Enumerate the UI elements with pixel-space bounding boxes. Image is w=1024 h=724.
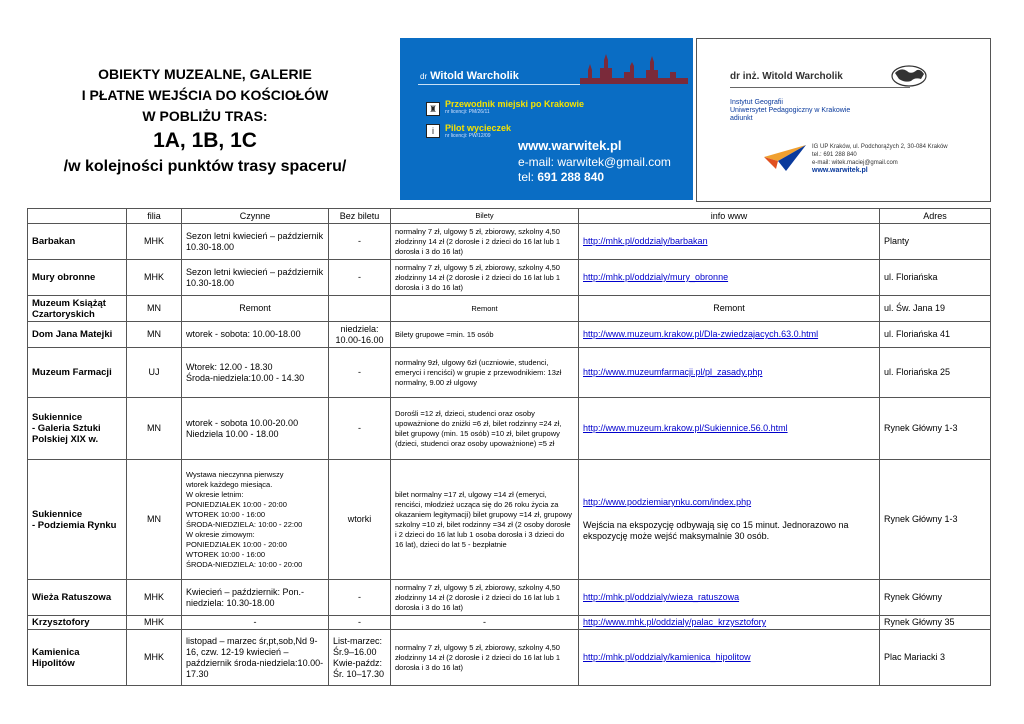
row-bez-biletu: -	[329, 260, 391, 296]
guide-badge-icon: ♜	[426, 102, 440, 116]
row-filia: MHK	[127, 630, 182, 686]
row-bez-biletu	[329, 296, 391, 322]
row-adres: Rynek Główny	[880, 580, 991, 616]
row-adres: Rynek Główny 35	[880, 616, 991, 630]
row-bez-biletu: -	[329, 348, 391, 398]
row-name: Barbakan	[28, 224, 127, 260]
row-bez-biletu: List-marzec: Śr.9–16.00 Kwie-paźdz: Śr. 10–17.30	[329, 630, 391, 686]
table-header-row	[28, 209, 991, 224]
row-czynne: Kwiecień – październik: Pon.-niedziela: 10.30-18.00	[182, 580, 329, 616]
row-bilety: Bilety grupowe =min. 15 osób	[391, 322, 579, 348]
row-name: Mury obronne	[28, 260, 127, 296]
guide-role-city: Przewodnik miejski po Krakowie nr licencji: PM/26/11	[445, 99, 585, 115]
row-czynne	[182, 348, 329, 398]
row-bilety: normalny 9zł, ulgowy 6zł (uczniowie, studenci, emeryci i renciści) w grupie z przewodnikiem: 13zł normalny, 9.00 zł ulgowy	[391, 348, 579, 398]
row-filia: MHK	[127, 260, 182, 296]
table-row	[28, 348, 991, 398]
pilot-badge-icon: i	[426, 124, 440, 138]
document-title	[50, 64, 360, 179]
title-line-1: OBIEKTY MUZEALNE, GALERIE	[98, 66, 312, 82]
row-name: Kamienica Hipolitów	[28, 630, 127, 686]
guide-phone: tel: 691 288 840	[518, 170, 605, 184]
row-czynne-line: wtorek - sobota 10.00-20.00	[186, 417, 299, 428]
row-czynne: Sezon letni kwiecień – październik 10.30-18.00	[182, 224, 329, 260]
row-filia: MHK	[127, 580, 182, 616]
col-name-header	[28, 209, 127, 224]
row-name: Wieża Ratuszowa	[28, 580, 127, 616]
table-row	[28, 296, 991, 322]
row-bez-biletu: -	[329, 616, 391, 630]
row-www	[579, 398, 880, 460]
row-czynne: -	[182, 616, 329, 630]
row-czynne: Wystawa nieczynna pierwszy wtorek każdego miesiąca. W okresie letnim: PONIEDZIAŁEK 10:00 - 20:00 WTOREK 10:00 - 16:00 ŚRODA-NIEDZIELA: 10:00 - 22:00 W okresie zimowym: PONIEDZIAŁEK 10:00 - 20:00 WTOREK 10:00 - 16:00 ŚRODA-NIEDZIELA: 10:00 - 20:00	[182, 460, 329, 580]
guide-role-pilot: Pilot wycieczek nr licencji: PW/12/09	[445, 123, 512, 139]
academic-address: IG UP Kraków, ul. Podchorążych 2, 30-084 Kraków tel.: 691 288 840 e-mail: witek.maciej@gmail.com www.warwitek.pl	[812, 144, 948, 174]
academic-divider	[730, 87, 910, 88]
row-czynne-line: Wtorek: 12.00 - 18.30	[186, 361, 273, 372]
row-www-link[interactable]: http://www.mhk.pl/oddzialy/palac_krzysztofory	[583, 617, 767, 627]
row-bilety: bilet normalny =17 zł, ulgowy =14 zł (emeryci, renciści, młodzież ucząca się do 26 roku życia za okazaniem legitymacji) bilet grupowy =14 zł, grupowy szkolny =10 zł, bilet rodzinny =34 zł (2 osoby dorosłe i 2 dzieci do 16 lat lub 1 osoba dorosła i 3 dzieci do 16 lat), dzieci do lat 5 - bezpłatnie	[391, 460, 579, 580]
col-czynne-header: Czynne	[182, 209, 329, 224]
title-line-2: I PŁATNE WEJŚCIA DO KOŚCIOŁÓW	[81, 87, 329, 103]
row-filia: MN	[127, 322, 182, 348]
row-www-note: Wejścia na ekspozycję odbywają się co 15 minut. Jednorazowo na ekspozycję może wejść maksymalnie 30 osób.	[583, 520, 849, 541]
row-www-link[interactable]: http://mhk.pl/oddzialy/kamienica_hipolitow	[583, 652, 751, 662]
table-row	[28, 260, 991, 296]
title-routes: 1A, 1B, 1C	[153, 129, 257, 152]
row-bez-biletu: niedziela: 10.00-16.00	[329, 322, 391, 348]
row-bez-biletu: -	[329, 224, 391, 260]
museums-table	[27, 208, 991, 686]
guide-website: www.warwitek.pl	[518, 138, 622, 153]
row-adres: Rynek Główny 1-3	[880, 460, 991, 580]
row-filia: MHK	[127, 224, 182, 260]
row-adres: ul. Floriańska 25	[880, 348, 991, 398]
row-name: Muzeum Farmacji	[28, 348, 127, 398]
table-row	[28, 630, 991, 686]
row-www	[579, 580, 880, 616]
business-card-academic	[696, 38, 991, 202]
row-bilety: Remont	[391, 296, 579, 322]
row-bilety: Dorośli =12 zł, dzieci, studenci oraz osoby upoważnione do zniżki =6 zł, bilet rodzinny =24 zł, bilet grupowy (min. 15 osób) =10 zł, bilet grupowy (dzieci, studenci oraz osoby upoważnione) =5 zł	[391, 398, 579, 460]
title-subtitle: /w kolejności punktów trasy spaceru/	[63, 158, 347, 175]
globe-icon	[891, 65, 927, 87]
row-name: Sukiennice - Podziemia Rynku	[28, 460, 127, 580]
row-filia: MN	[127, 398, 182, 460]
row-www-link[interactable]: http://mhk.pl/oddzialy/mury_obronne	[583, 272, 729, 282]
row-www-link[interactable]: http://www.podziemiarynku.com/index.php	[583, 497, 752, 507]
row-adres: Rynek Główny 1-3	[880, 398, 991, 460]
row-www	[579, 224, 880, 260]
academic-name: dr inż. Witold Warcholik	[730, 71, 843, 82]
row-filia: UJ	[127, 348, 182, 398]
row-www	[579, 460, 880, 580]
row-name: Muzeum Książąt Czartoryskich	[28, 296, 127, 322]
row-www	[579, 348, 880, 398]
row-czynne: Sezon letni kwiecień – październik 10.30-18.00	[182, 260, 329, 296]
row-bilety: normalny 7 zł, ulgowy 5 zł, zbiorowy, szkolny 4,50 złodzinny 14 zł (2 dorosłe i 2 dzieci do 16 lat lub 1 dorosła i 3 do 16 lat)	[391, 224, 579, 260]
row-filia: MHK	[127, 616, 182, 630]
table-row	[28, 460, 991, 580]
row-www-link[interactable]: http://mhk.pl/oddzialy/barbakan	[583, 236, 708, 246]
row-name: Krzysztofory	[28, 616, 127, 630]
guide-email: e-mail: warwitek@gmail.com	[518, 155, 671, 169]
row-bilety: normalny 7 zł, ulgowy 5 zł, zbiorowy, szkolny 4,50 złodzinny 14 zł (2 dorosłe i 2 dzieci do 16 lat lub 1 dorosła i 3 do 16 lat)	[391, 260, 579, 296]
table-row	[28, 580, 991, 616]
row-name: Sukiennice - Galeria Sztuki Polskiej XIX w.	[28, 398, 127, 460]
row-bez-biletu: -	[329, 580, 391, 616]
guide-name: dr Witold Warcholik	[420, 70, 519, 82]
row-name: Dom Jana Matejki	[28, 322, 127, 348]
row-czynne-line: Środa-niedziela:10.00 - 14.30	[186, 372, 305, 383]
row-www-link[interactable]: http://www.muzeum.krakow.pl/Dla-zwiedzajacych.63.0.html	[583, 329, 819, 339]
col-bez-biletu-header: Bez biletu	[329, 209, 391, 224]
row-www	[579, 630, 880, 686]
business-card-guide	[400, 38, 693, 200]
row-czynne-line: Niedziela 10.00 - 18.00	[186, 428, 279, 439]
row-bez-biletu: -	[329, 398, 391, 460]
row-www	[579, 260, 880, 296]
institute-info: Instytut Geografii Uniwersytet Pedagogiczny w Krakowie adiunkt	[730, 99, 851, 122]
row-www	[579, 322, 880, 348]
row-czynne: Remont	[182, 296, 329, 322]
row-adres: Plac Mariacki 3	[880, 630, 991, 686]
row-bilety: normalny 7 zł, ulgowy 5 zł, zbiorowy, szkolny 4,50 złodzinny 14 zł (2 dorosłe i 2 dzieci do 16 lat lub 1 dorosła i 3 do 16 lat)	[391, 630, 579, 686]
row-www-link[interactable]: http://www.muzeum.krakow.pl/Sukiennice.56.0.html	[583, 423, 788, 433]
row-www: Remont	[579, 296, 880, 322]
krakow-skyline-icon	[580, 50, 688, 84]
table-row	[28, 322, 991, 348]
title-line-3: W POBLIŻU TRAS:	[142, 108, 268, 124]
row-bez-biletu: wtorki	[329, 460, 391, 580]
col-filia-header: filia	[127, 209, 182, 224]
table-row	[28, 224, 991, 260]
col-adres-header: Adres	[880, 209, 991, 224]
row-adres: ul. Św. Jana 19	[880, 296, 991, 322]
row-www-link[interactable]: http://mhk.pl/oddzialy/wieza_ratuszowa	[583, 592, 740, 602]
row-bilety: normalny 7 zł, ulgowy 5 zł, zbiorowy, szkolny 4,50 złodzinny 14 zł (2 dorosłe i 2 dzieci do 16 lat lub 1 dorosła i 3 do 16 lat)	[391, 580, 579, 616]
row-czynne	[182, 398, 329, 460]
row-adres: ul. Floriańska	[880, 260, 991, 296]
row-www	[579, 616, 880, 630]
row-filia: MN	[127, 296, 182, 322]
table-row	[28, 398, 991, 460]
row-adres: Planty	[880, 224, 991, 260]
col-bilety-header: Bilety	[391, 209, 579, 224]
row-filia: MN	[127, 460, 182, 580]
table-row	[28, 616, 991, 630]
card-divider	[418, 84, 580, 85]
row-www-link[interactable]: http://www.muzeumfarmacji.pl/pl_zasady.php	[583, 367, 763, 377]
row-bilety: -	[391, 616, 579, 630]
row-adres: ul. Floriańska 41	[880, 322, 991, 348]
col-www-header: info www	[579, 209, 880, 224]
row-czynne: wtorek - sobota: 10.00-18.00	[182, 322, 329, 348]
paper-plane-logo-icon	[762, 143, 808, 173]
row-czynne: listopad – marzec śr,pt,sob,Nd 9-16, czw. 12-19 kwiecień – październik środa-niedziela:10.00-17.30	[182, 630, 329, 686]
